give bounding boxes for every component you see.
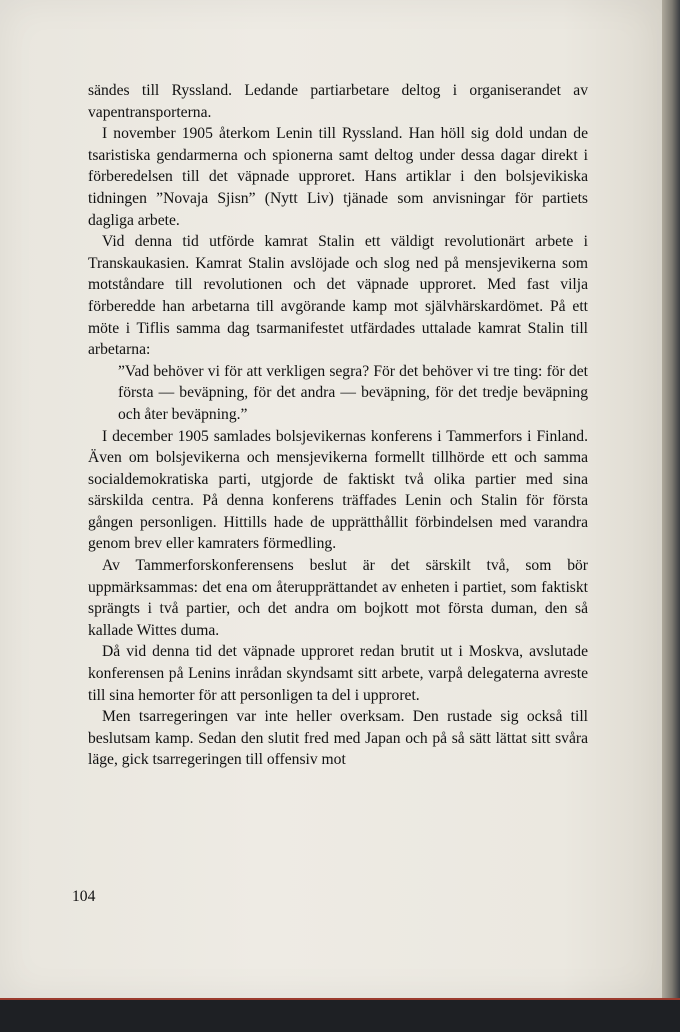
paragraph: sändes till Ryssland. Ledande partiarbetare deltog i organiserandet av vapentransporterna. (88, 82, 588, 121)
page-number: 104 (72, 888, 96, 905)
paragraph: I november 1905 återkom Lenin till Ryssland. Han höll sig dold undan de tsaristiska gendarmerna och spionerna samt deltog under dessa dagar direkt i förberedelsen till det väpnade upproret. Hans artiklar i den bolsjevikiska tidningen ”Novaja Sjisn” (Nytt Liv) tjänade som anvisningar för partiets dagliga arbete. (88, 125, 588, 229)
paragraph: I december 1905 samlades bolsjevikernas konferens i Tammerfors i Finland. Även om bolsjevikerna och mensjevikerna formellt tillhörde ett och samma socialdemokratiska parti, utgjorde de faktiskt två olika partier med sina särskilda centra. På denna konferens träffades Lenin och Stalin för första gången personligen. Hittills hade de upprätthållit förbindelsen med varandra genom brev eller kamraters förmedling. (88, 427, 588, 553)
paragraph: Då vid denna tid det väpnade upproret redan brutit ut i Moskva, avslutade konferensen på Lenins inrådan skyndsamt sitt arbete, varpå delegaterna avreste till sina hemorter för att personligen ta del i upproret. (88, 643, 588, 704)
paragraph: Av Tammerforskonferensens beslut är det särskilt två, som bör uppmärksammas: det ena om återupprättandet av enheten i partiet, som faktiskt sprängts i två partier, och det andra om bojkott mot första duman, den så kallade Wittes duma. (88, 557, 588, 639)
book-edge (660, 0, 680, 1000)
paragraph: Vid denna tid utförde kamrat Stalin ett väldigt revolutionärt arbete i Transkaukasien. Kamrat Stalin avslöjade och slog ned på mensjevikerna som motståndare till revolutionen och det väpnade upproret. Med fast vilja förberedde han arbetarna till avgörande kamp mot självhärskardömet. På ett möte i Tiflis samma dag tsarmanifestet utfärdades uttalade kamrat Stalin till arbetarna: (88, 233, 588, 359)
quotation: ”Vad behöver vi för att verkligen segra? För det behöver vi tre ting: för det första — beväpning, för det andra — beväpning, för det tredje beväpning och åter beväpning.” (118, 362, 588, 423)
body-text (88, 80, 588, 771)
scan-bottom-strip (0, 1000, 680, 1032)
paragraph: Men tsarregeringen var inte heller overksam. Den rustade sig också till beslutsam kamp. Sedan den slutit fred med Japan och på så sätt lättat sitt svåra läge, gick tsarregeringen till offensiv mot (88, 708, 588, 769)
